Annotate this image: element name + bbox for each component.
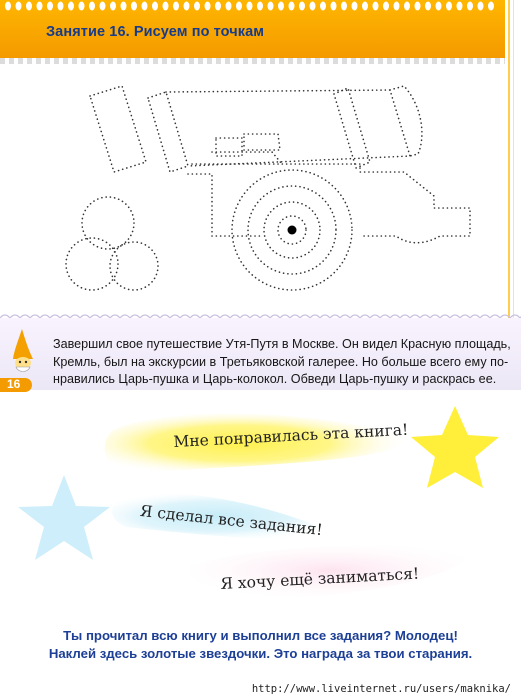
binding-hole — [121, 2, 127, 11]
binding-hole — [142, 2, 148, 11]
source-url: http://www.liveinternet.ru/users/maknika/ — [251, 683, 511, 695]
closing-line-1: Ты прочитал всю книгу и выполнил все задания? Молодец! — [63, 628, 458, 643]
carriage-base — [188, 174, 260, 236]
binding-hole — [488, 2, 494, 11]
binding-hole — [68, 2, 74, 11]
binding-hole — [100, 2, 106, 11]
binding-hole — [173, 2, 179, 11]
margin-line-secondary — [513, 0, 514, 325]
carriage-handle — [244, 134, 280, 150]
binding-hole — [110, 2, 116, 11]
binding-hole — [226, 2, 232, 11]
story-text — [53, 336, 515, 389]
binding-hole — [79, 2, 85, 11]
binding-hole — [362, 2, 368, 11]
binding-hole — [16, 2, 22, 11]
binding-hole — [194, 2, 200, 11]
carriage-block — [216, 138, 242, 156]
praise-line-liked-book: Мне понравилась эта книга! — [173, 420, 409, 451]
binding-hole — [278, 2, 284, 11]
carriage — [192, 164, 470, 243]
binding-hole — [299, 2, 305, 11]
cannonball-right — [110, 242, 158, 290]
barrel-ring-1 — [148, 92, 188, 172]
binding-hole — [467, 2, 473, 11]
lesson-title: Занятие 16. Рисуем по точкам — [46, 24, 265, 40]
binding-hole — [131, 2, 137, 11]
binding-hole — [352, 2, 358, 11]
binding-hole — [247, 2, 253, 11]
binding-hole — [415, 2, 421, 11]
binding-hole — [89, 2, 95, 11]
binding-hole — [58, 2, 64, 11]
binding-hole — [310, 2, 316, 11]
binding-hole — [26, 2, 32, 11]
binding-hole — [5, 2, 11, 11]
binding-hole — [341, 2, 347, 11]
carriage-top — [212, 152, 282, 164]
margin-line — [508, 0, 510, 325]
wheel-axle-dot — [288, 226, 297, 235]
light-blue-star-icon — [18, 475, 110, 560]
binding-hole — [457, 2, 463, 11]
binding-hole — [446, 2, 452, 11]
binding-hole — [331, 2, 337, 11]
binding-hole — [373, 2, 379, 11]
binding-hole — [152, 2, 158, 11]
binding-hole — [268, 2, 274, 11]
barrel-body — [166, 90, 410, 166]
binding-hole — [394, 2, 400, 11]
page-number: 16 — [7, 377, 21, 391]
barrel-breech — [390, 86, 422, 156]
binding-hole — [320, 2, 326, 11]
binding-hole — [436, 2, 442, 11]
story-line: Завершил свое путешествие Утя-Путя в Москве. Он видел Красную площадь, — [53, 337, 511, 351]
binding-hole — [478, 2, 484, 11]
barrel-muzzle — [90, 86, 146, 172]
closing-message — [10, 627, 511, 663]
binding-hole — [383, 2, 389, 11]
cannonball-top — [82, 197, 134, 249]
story-line: Кремль, был на экскурсии в Третьяковской галерее. Но больше всего ему по- — [53, 354, 509, 369]
binding-hole — [289, 2, 295, 11]
closing-line-2: Наклей здесь золотые звездочки. Это награда за твои старания. — [48, 646, 473, 661]
binding-hole — [257, 2, 263, 11]
binding-hole — [37, 2, 43, 11]
tsar-cannon-dot-picture — [30, 76, 490, 306]
binding-hole — [404, 2, 410, 11]
binding-hole — [205, 2, 211, 11]
gnome-icon — [8, 327, 38, 375]
binding-hole — [236, 2, 242, 11]
praise-line-did-tasks: Я сделал все задания! — [139, 502, 324, 540]
yellow-star-icon — [411, 406, 499, 488]
binding-hole — [215, 2, 221, 11]
binding-hole — [47, 2, 53, 11]
header-edge-shadow — [0, 58, 505, 64]
praise-line-want-more: Я хочу ещё заниматься! — [220, 564, 420, 593]
barrel-ring-2 — [334, 88, 370, 168]
story-line: нравились Царь-пушка и Царь-колокол. Обведи Царь-пушку и раскрась ее. — [53, 372, 497, 386]
binding-hole — [184, 2, 190, 11]
binding-hole — [425, 2, 431, 11]
binding-hole — [163, 2, 169, 11]
